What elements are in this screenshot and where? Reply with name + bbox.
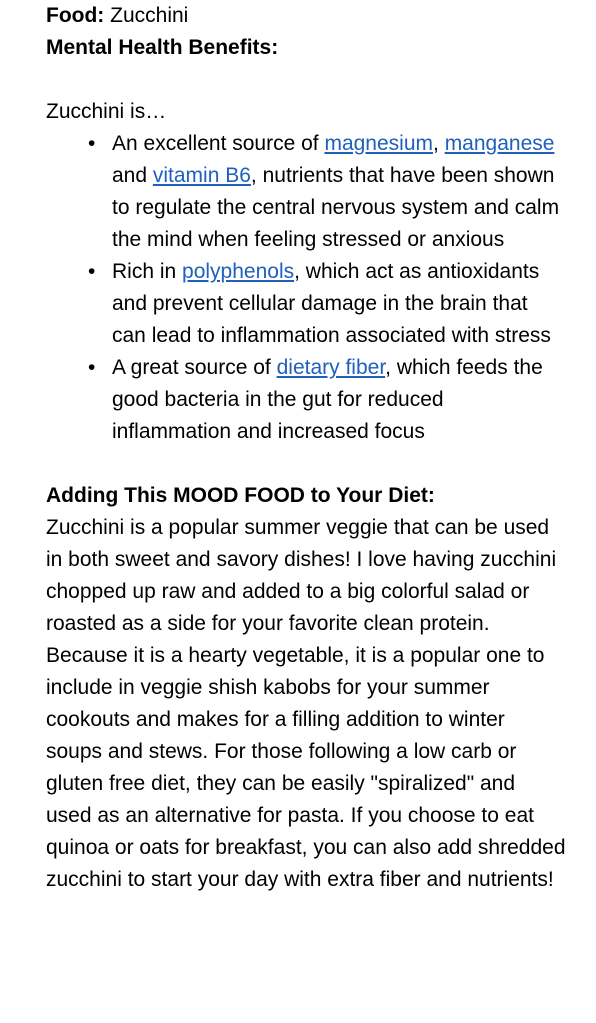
manganese-link[interactable]: manganese xyxy=(444,132,555,155)
benefit-text: An excellent source of xyxy=(112,132,325,155)
benefits-heading: Mental Health Benefits: xyxy=(46,36,279,59)
vitamin-b6-link[interactable]: vitamin B6 xyxy=(152,164,251,187)
benefit-text: Rich in xyxy=(112,260,183,283)
polyphenols-link[interactable]: polyphenols xyxy=(182,260,295,283)
benefit-text: , which feeds the good bacteria in the gut for reduced inflammation and increased focus xyxy=(112,356,543,443)
benefit-text: , xyxy=(433,132,445,155)
dietary-fiber-link[interactable]: dietary fiber xyxy=(276,356,386,379)
diet-body: Zucchini is a popular summer veggie that can be used in both sweet and savory dishes! I love having zucchini chopped up raw and added to a big colorful salad or roasted as a side for your favorite clean protein. Because it is a hearty vegetable, it is a popular one to include in veggie shish kabobs for your summer cookouts and makes for a filling addition to winter soups and stews. For those following a low carb or gluten free diet, they can be easily "spiralized" and used as an alternative for pasta. If you choose to eat quinoa or oats for breakfast, you can also add shredded zucchini to start your day with extra fiber and nutrients! xyxy=(46,516,566,891)
benefit-text: A great source of xyxy=(112,356,277,379)
bullet-icon: • xyxy=(88,132,96,155)
spacer xyxy=(46,448,566,480)
intro-text: Zucchini is… xyxy=(46,100,167,123)
benefit-text: , which act as antioxidants and prevent cellular damage in the brain that can lead to inflammation associated with stress xyxy=(112,260,551,347)
list-item xyxy=(88,128,566,256)
spacer xyxy=(46,64,566,96)
list-item xyxy=(88,256,566,352)
benefit-text: and xyxy=(112,164,153,187)
diet-heading: Adding This MOOD FOOD to Your Diet: xyxy=(46,484,435,507)
magnesium-link[interactable]: magnesium xyxy=(324,132,434,155)
benefit-text: , nutrients that have been shown to regulate the central nervous system and calm the mind when feeling stressed or anxious xyxy=(112,164,560,251)
food-label: Food: xyxy=(46,4,105,27)
bullet-icon: • xyxy=(88,356,96,379)
list-item xyxy=(88,352,566,448)
bullet-icon: • xyxy=(88,260,96,283)
benefits-list xyxy=(46,128,566,448)
food-line xyxy=(46,0,566,32)
food-value: Zucchini xyxy=(110,4,189,27)
